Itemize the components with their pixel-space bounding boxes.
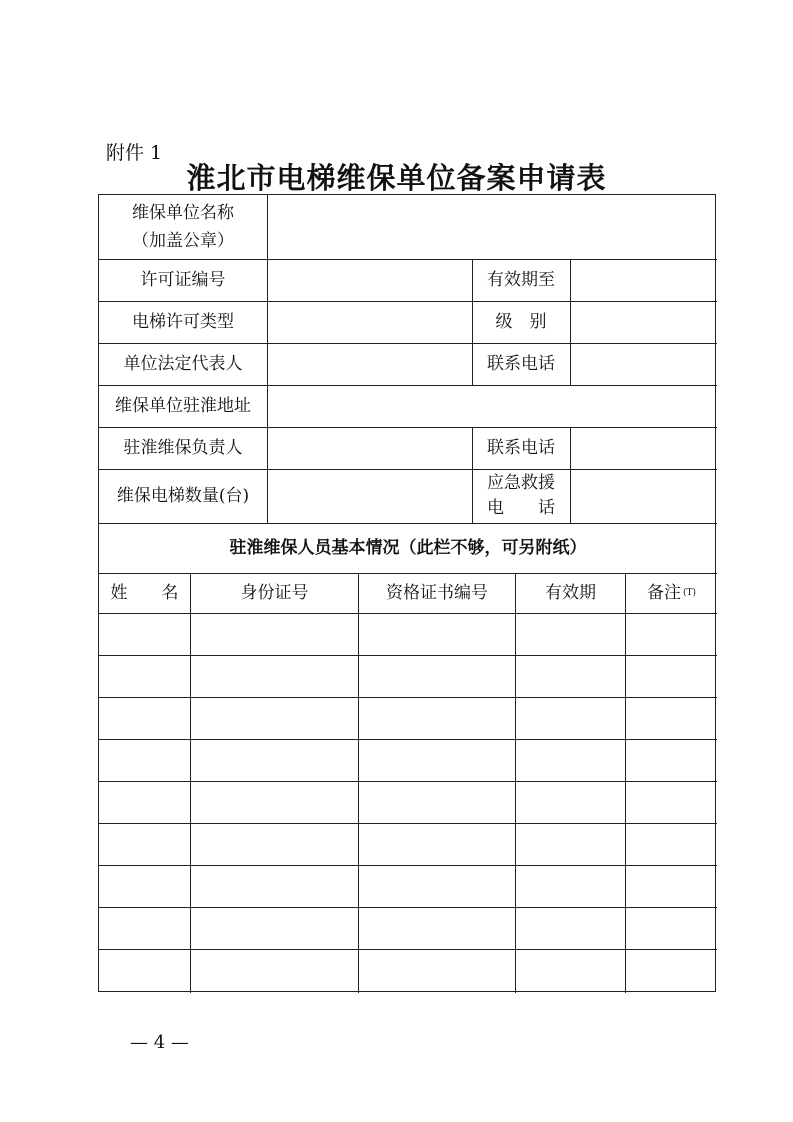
remarks-label: 备注 [646, 583, 681, 603]
resident-address-field[interactable] [268, 385, 717, 427]
emergency-phone-label-line2: 电 话 [487, 498, 555, 518]
license-no-field[interactable] [268, 259, 472, 301]
remarks-mark: (T) [682, 588, 697, 598]
column-header-remarks [626, 573, 717, 613]
emergency-phone-field[interactable] [571, 469, 717, 523]
column-header-cert-no: 资格证书编号 [386, 583, 488, 603]
unit-name-label [99, 195, 267, 259]
elevator-count-field[interactable] [268, 469, 472, 523]
emergency-phone-label [472, 469, 570, 523]
column-divider [190, 573, 191, 993]
page-number: — 4 — [130, 1032, 189, 1053]
resident-manager-label: 驻淮维保负责人 [123, 438, 243, 458]
personnel-section-title: 驻淮维保人员基本情况（此栏不够，可另附纸） [229, 538, 587, 558]
unit-name-field[interactable] [268, 195, 717, 259]
license-no-label: 许可证编号 [140, 270, 226, 290]
legal-rep-label: 单位法定代表人 [123, 354, 243, 374]
valid-until-label: 有效期至 [487, 270, 555, 290]
column-divider [358, 573, 359, 993]
application-form-table [98, 194, 716, 992]
column-divider [515, 573, 516, 993]
resident-manager-field[interactable] [268, 427, 472, 469]
elevator-license-type-field[interactable] [268, 301, 472, 343]
attachment-label: 附件 1 [106, 142, 163, 164]
valid-until-field[interactable] [571, 259, 717, 301]
column-header-validity: 有效期 [545, 583, 596, 603]
legal-rep-field[interactable] [268, 343, 472, 385]
elevator-count-label: 维保电梯数量(台) [116, 486, 250, 506]
emergency-phone-label-line1: 应急救援 [487, 473, 555, 493]
form-title: 淮北市电梯维保单位备案申请表 [186, 161, 607, 195]
grade-label: 级 别 [495, 312, 547, 332]
contact-phone-label: 联系电话 [487, 354, 555, 374]
elevator-license-type-label: 电梯许可类型 [132, 312, 234, 332]
contact-phone-field[interactable] [571, 343, 717, 385]
manager-phone-field[interactable] [571, 427, 717, 469]
grade-field[interactable] [571, 301, 717, 343]
unit-name-label-line1: 维保单位名称 [132, 203, 234, 223]
column-header-id-no: 身份证号 [240, 583, 309, 603]
resident-address-label: 维保单位驻淮地址 [115, 396, 251, 416]
column-divider [625, 573, 626, 993]
column-header-name: 姓 名 [110, 583, 179, 603]
manager-phone-label: 联系电话 [487, 438, 555, 458]
unit-name-label-line2: （加盖公章） [132, 231, 234, 251]
